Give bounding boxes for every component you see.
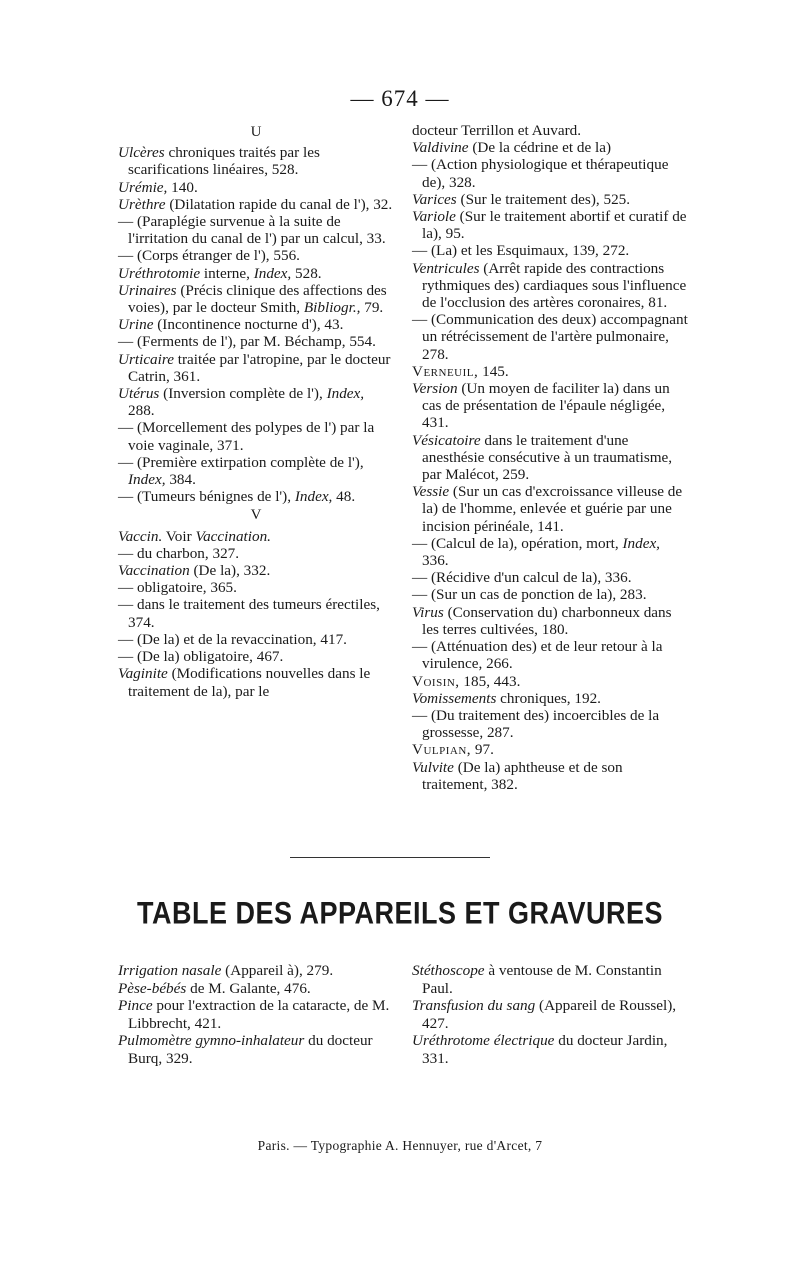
entry-text: chroniques, 192.: [496, 689, 601, 707]
entry-text: Verneuil,: [412, 362, 479, 380]
entry-text: dans le traitement d'une anesthésie consécutive à un traumatisme, par Malécot, 259.: [422, 431, 673, 484]
entry-text: 48.: [332, 488, 356, 506]
entry-text: docteur Terrillon et Auvard.: [412, 122, 582, 139]
index-entry: [118, 265, 394, 282]
index-entry: [118, 488, 394, 505]
index-entry: [412, 741, 688, 758]
entry-text: 528.: [291, 264, 322, 282]
index-entry: [118, 980, 394, 998]
index-entry: [118, 196, 394, 213]
entry-keyword: Uréthrotome électrique: [412, 1032, 555, 1050]
entry-keyword: Urticaire: [118, 350, 174, 368]
entry-text: du docteur Jardin, 331.: [422, 1032, 668, 1067]
letter-heading-v: V: [250, 507, 262, 524]
index-entry: [118, 631, 394, 648]
entry-keyword: Varices: [412, 190, 457, 208]
entry-keyword: Urémie,: [118, 178, 168, 196]
entry-text: (Appareil à), 279.: [221, 962, 334, 979]
entry-text: — (De la) obligatoire, 467.: [118, 648, 284, 666]
index-entry: [118, 179, 394, 196]
entry-keyword: Pulmomètre gymno-inhalateur: [118, 1032, 305, 1050]
entry-text: (Conservation du) charbonneux dans les terres cultivées, 180.: [422, 603, 672, 638]
index-entry: [118, 419, 394, 453]
entry-keyword: Index,: [326, 385, 365, 403]
entry-text: — (Action physiologique et thérapeutique de), 328.: [412, 156, 669, 191]
entry-text: — (Ferments de l'), par M. Béchamp, 554.: [118, 333, 376, 351]
entry-text: — (De la) et de la revaccination, 417.: [118, 630, 347, 648]
index-entry: [412, 363, 688, 380]
index-entry: [118, 333, 394, 350]
entry-keyword: Vomissements: [412, 689, 497, 707]
entry-keyword: Vulvite: [412, 758, 454, 776]
entry-keyword: Vessie: [412, 483, 450, 501]
page-number: — 674 —: [350, 86, 450, 111]
index-entry: [118, 385, 394, 419]
index-entry: [118, 351, 394, 385]
plates-left-column: [118, 962, 394, 1068]
entry-text: — (Récidive d'un calcul de la), 336.: [412, 569, 632, 587]
entry-text: à ventouse de M. Constantin Paul.: [422, 962, 662, 997]
entry-text: Voir: [162, 527, 196, 545]
plates-right-column: [412, 962, 688, 1068]
index-entry: [118, 528, 394, 545]
index-entry: [412, 156, 688, 190]
entry-text: (Sur le traitement abortif et curatif de la), 95.: [422, 208, 687, 243]
entry-keyword: Index,: [253, 264, 292, 282]
index-entry: [412, 432, 688, 484]
entry-text: (Modifications nouvelles dans le traitement de la), par le: [128, 665, 371, 700]
index-entry: [412, 139, 688, 156]
index-entry: [412, 962, 688, 997]
index-entry: [118, 579, 394, 596]
entry-text: (De la cédrine et de la): [468, 139, 612, 157]
index-entry: [412, 191, 688, 208]
entry-keyword: Pince: [118, 997, 153, 1015]
entry-text: de M. Galante, 476.: [186, 979, 311, 997]
entry-text: (Sur le traitement des), 525.: [456, 190, 631, 208]
index-entry: [412, 208, 688, 242]
entry-text: (Sur un cas d'excroissance villeuse de la) de l'homme, enlevée et guérie par une incision périnéale, 141.: [422, 483, 683, 535]
index-entry: [118, 213, 394, 247]
entry-keyword: Vaccination: [118, 562, 190, 580]
entry-text: (Inversion complète de l'),: [159, 385, 327, 403]
entry-keyword: Vésicatoire: [412, 431, 481, 449]
index-entry: [412, 604, 688, 638]
right-entries: [412, 122, 688, 793]
entry-keyword: Irrigation nasale: [118, 962, 222, 979]
entry-keyword: Version: [412, 380, 458, 398]
entry-text: (De la), 332.: [189, 562, 271, 580]
entry-keyword: Virus: [412, 603, 444, 621]
index-entry: [412, 1032, 688, 1067]
entry-keyword: Urèthre: [118, 195, 166, 213]
entry-text: traitée par l'atropine, par le docteur Catrin, 361.: [128, 350, 391, 385]
entry-keyword: Vaccination.: [195, 527, 271, 545]
printer-footer: Paris. — Typographie A. Hennuyer, rue d'Arcet, 7: [257, 1138, 543, 1153]
index-entry: [412, 586, 688, 603]
index-entry: [412, 707, 688, 741]
entry-text: du docteur Burq, 329.: [128, 1032, 373, 1067]
entry-text: (Appareil de Roussel), 427.: [422, 997, 677, 1032]
entry-text: 185, 443.: [459, 672, 521, 690]
index-entry: [412, 242, 688, 259]
entry-text: — (Communication des deux) accompagnant un rétrécissement de l'artère pulmonaire, 278.: [412, 311, 688, 363]
entry-text: interne,: [200, 264, 254, 282]
entry-text: — (Calcul de la), opération, mort,: [412, 534, 623, 552]
entry-text: — (Paraplégie survenue à la suite de l'irritation du canal de l') par un calcul, 33.: [118, 213, 386, 248]
entry-keyword: Index,: [622, 534, 660, 552]
index-entry: [412, 759, 688, 793]
entry-text: — (Sur un cas de ponction de la), 283.: [412, 586, 647, 604]
entry-keyword: Stéthoscope: [412, 962, 485, 979]
index-entry: [118, 648, 394, 665]
entry-keyword: Vaginite: [118, 665, 168, 683]
entry-text: (Incontinence nocturne d'), 43.: [153, 316, 344, 334]
index-entry: [412, 638, 688, 672]
index-entry: [118, 247, 394, 264]
entry-text: chroniques traités par les scarifications linéaires, 528.: [128, 144, 320, 179]
left-entries-v: [118, 528, 394, 700]
entry-keyword: Index,: [128, 471, 166, 489]
entry-text: 79.: [360, 299, 384, 317]
index-entry: [412, 260, 688, 312]
entry-keyword: Ulcères: [118, 144, 165, 162]
entry-keyword: Urine: [118, 316, 154, 334]
entry-text: — du charbon, 327.: [118, 544, 240, 562]
entry-text: Vulpian,: [412, 741, 472, 759]
section-divider: [290, 857, 490, 858]
entry-text: (Précis clinique des affections des voies), par le docteur Smith,: [128, 281, 387, 317]
entry-text: (Un moyen de faciliter la) dans un cas de présentation de l'épaule négligée, 431.: [422, 380, 670, 432]
entry-keyword: Vaccin.: [118, 527, 163, 545]
index-entry: [412, 122, 688, 139]
left-entries-u: [118, 144, 394, 505]
entry-text: 384.: [165, 471, 196, 489]
entry-text: 288.: [128, 402, 155, 420]
entry-text: (Arrêt rapide des contractions rythmiques des) cardiaques sous l'influence de l'occlusion des artères coronaires, 81.: [422, 259, 687, 312]
entry-text: — (Atténuation des) et de leur retour à la virulence, 266.: [412, 638, 663, 673]
index-entry: [118, 316, 394, 333]
index-entry: [412, 483, 688, 535]
index-entry: [118, 665, 394, 699]
index-entry: [118, 545, 394, 562]
index-entry: [412, 673, 688, 690]
index-entry: [118, 1032, 394, 1067]
section-title: TABLE DES APPAREILS ET GRAVURES: [136, 895, 664, 931]
entry-keyword: Pèse-bébés: [118, 979, 187, 997]
index-entry: [118, 562, 394, 579]
index-entry: [412, 535, 688, 569]
index-entry: [118, 454, 394, 488]
plates-left-entries: [118, 962, 394, 1068]
entry-text: (Dilatation rapide du canal de l'), 32.: [165, 195, 393, 213]
entry-text: — (Tumeurs bénignes de l'),: [118, 488, 295, 506]
entry-keyword: Utérus: [118, 385, 160, 403]
index-entry: [118, 997, 394, 1032]
entry-text: — (Première extirpation complète de l'),: [118, 453, 364, 471]
entry-text: 336.: [422, 552, 449, 570]
index-entry: [118, 144, 394, 178]
entry-text: Voisin,: [412, 672, 460, 690]
index-entry: [118, 596, 394, 630]
entry-keyword: Valdivine: [412, 139, 469, 157]
entry-text: — (La) et les Esquimaux, 139, 272.: [412, 242, 630, 260]
entry-text: — obligatoire, 365.: [118, 579, 237, 597]
entry-text: (De la) aphtheuse et de son traitement, 382.: [422, 758, 623, 793]
index-entry: [412, 380, 688, 432]
entry-text: — (Du traitement des) incoercibles de la grossesse, 287.: [412, 706, 660, 742]
right-column: [412, 122, 688, 793]
entry-text: — (Morcellement des polypes de l') par la voie vaginale, 371.: [118, 419, 375, 454]
entry-text: — dans le traitement des tumeurs érectiles, 374.: [118, 596, 380, 631]
entry-text: 145.: [478, 362, 509, 380]
entry-keyword: Urinaires: [118, 281, 177, 299]
index-entry: [412, 569, 688, 586]
entry-keyword: Bibliogr.,: [303, 299, 361, 317]
index-entry: [118, 962, 394, 980]
plates-right-entries: [412, 962, 688, 1068]
index-entry: [118, 282, 394, 316]
index-entry: [412, 997, 688, 1032]
entry-keyword: Uréthrotomie: [118, 264, 201, 282]
entry-keyword: Index,: [294, 488, 333, 506]
entry-keyword: Transfusion du sang: [412, 997, 536, 1015]
entry-text: pour l'extraction de la cataracte, de M. Libbrecht, 421.: [128, 997, 390, 1032]
letter-heading-u: U: [250, 124, 262, 140]
index-entry: [412, 690, 688, 707]
entry-keyword: Variole: [412, 208, 456, 226]
index-entry: [412, 311, 688, 363]
entry-text: — (Corps étranger de l'), 556.: [118, 247, 300, 265]
entry-text: 140.: [167, 178, 198, 196]
left-column: [118, 122, 394, 700]
entry-text: 97.: [471, 741, 494, 759]
entry-keyword: Ventricules: [412, 259, 480, 277]
